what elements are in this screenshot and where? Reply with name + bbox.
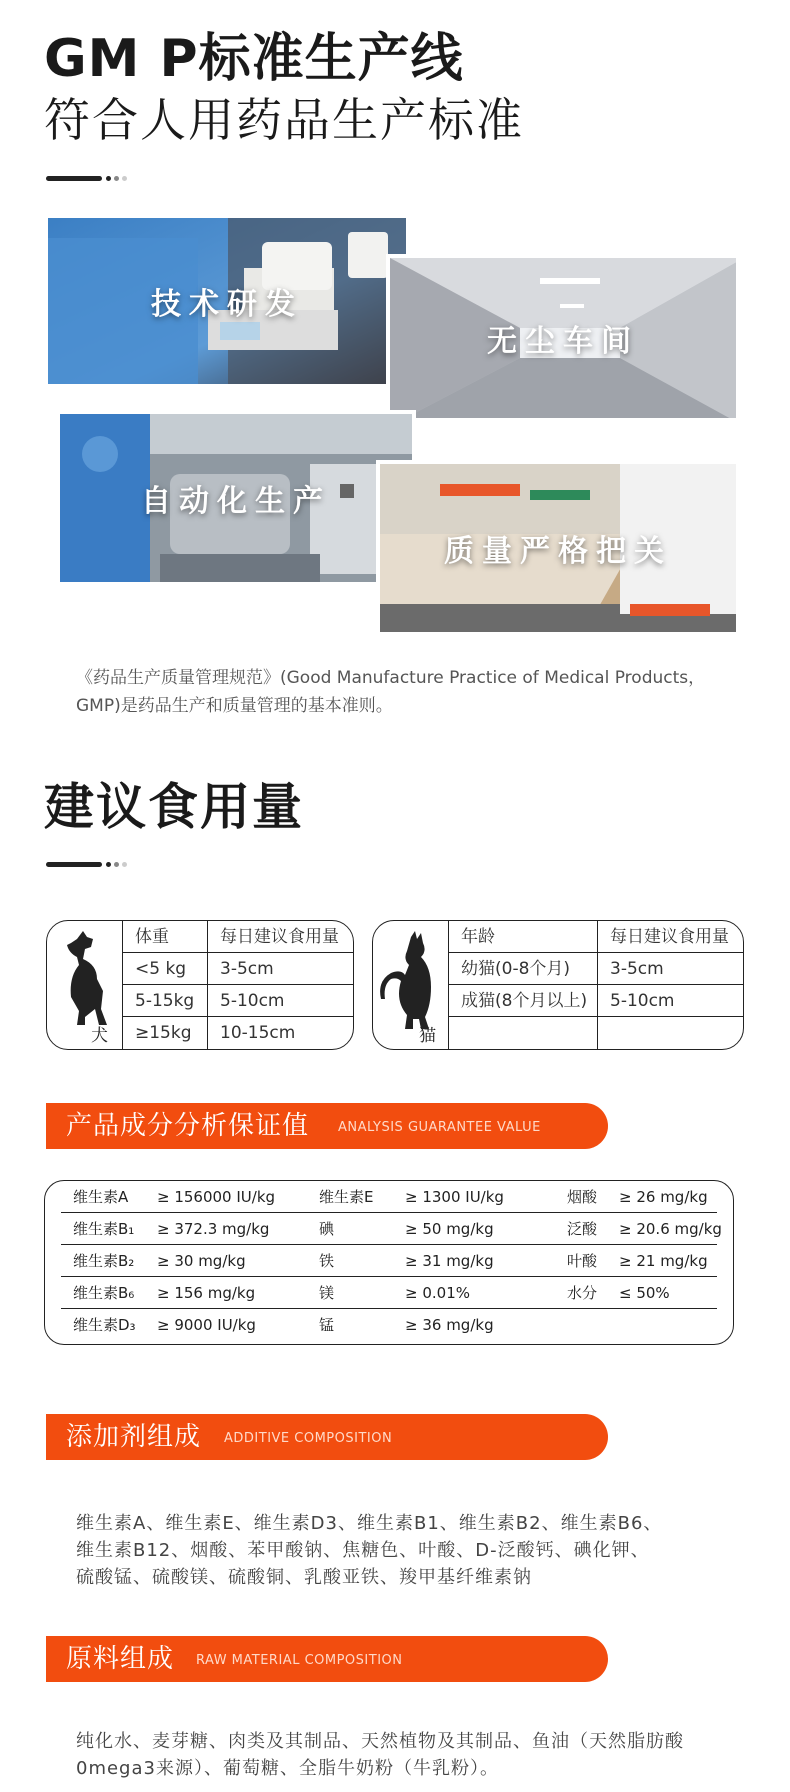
nutrient-name: 锰: [319, 1316, 335, 1334]
nutrient-value: ≥ 36 mg/kg: [405, 1316, 494, 1334]
nutrient-value: ≥ 9000 IU/kg: [157, 1316, 256, 1334]
cat-icon: [373, 921, 449, 1050]
nutrient-name: 维生素E: [319, 1188, 374, 1206]
analysis-subtitle: ANALYSIS GUARANTEE VALUE: [338, 1120, 541, 1135]
weight-cell: <5 kg: [135, 959, 187, 979]
dog-cell: [47, 921, 123, 1049]
nutrient-value: ≥ 21 mg/kg: [619, 1252, 708, 1270]
table-row: [61, 1213, 722, 1245]
nutrient-value: ≥ 30 mg/kg: [157, 1252, 246, 1270]
nutrient-name: 碘: [319, 1220, 335, 1238]
nutrient-name: 铁: [319, 1252, 335, 1270]
nutrient-value: ≥ 20.6 mg/kg: [619, 1220, 722, 1238]
cat-dosage-table: [372, 920, 744, 1050]
table-row: [61, 1309, 717, 1341]
analysis-title: 产品成分分析保证值: [66, 1111, 310, 1141]
raw-text: [76, 1728, 716, 1782]
raw-line: 0mega3来源）、葡萄糖、全脂牛奶粉（牛乳粉）。: [76, 1758, 499, 1779]
amount-cell: 5-10cm: [597, 985, 675, 1017]
nutrient-value: ≥ 0.01%: [405, 1284, 470, 1302]
age-cell: 幼猫(0-8个月): [461, 959, 571, 979]
dosage-title: 建议食用量: [44, 778, 304, 836]
nutrient-value: ≥ 26 mg/kg: [619, 1188, 708, 1206]
table-row: [449, 953, 743, 985]
nutrient-value: ≥ 156000 IU/kg: [157, 1188, 276, 1206]
gmp-description: 《药品生产质量管理规范》(Good Manufacture Practice of Medical Products，GMP)是药品生产和质量管理的基本准则。: [76, 668, 706, 716]
raw-subtitle: RAW MATERIAL COMPOSITION: [196, 1653, 403, 1668]
analysis-banner: [46, 1103, 608, 1149]
dog-icon: [47, 921, 123, 1050]
header-amount: 每日建议食用量: [207, 921, 339, 953]
nutrient-name: 水分: [567, 1284, 598, 1302]
dog-grid: [123, 921, 353, 1049]
nutrient-name: 维生素B₁: [73, 1220, 135, 1238]
header-weight: 体重: [135, 927, 169, 947]
nutrient-value: ≥ 372.3 mg/kg: [157, 1220, 270, 1238]
raw-title: 原料组成: [66, 1644, 175, 1674]
cat-grid: [449, 921, 743, 1049]
cat-cell: [373, 921, 449, 1049]
header-age: 年龄: [461, 927, 495, 947]
additive-line: 维生素A、维生素E、维生素D3、维生素B1、维生素B2、维生素B6、: [76, 1513, 663, 1534]
nutrient-value: ≥ 156 mg/kg: [157, 1284, 256, 1302]
additive-banner: [46, 1414, 608, 1460]
weight-cell: 5-15kg: [135, 991, 195, 1011]
amount-cell: 10-15cm: [207, 1017, 295, 1050]
cat-label: 猫: [419, 1026, 436, 1046]
gmp-title: GM P标准生产线: [44, 29, 464, 89]
table-row: [449, 1017, 743, 1050]
table-row: [123, 985, 353, 1017]
raw-line: 纯化水、麦芽糖、肉类及其制品、天然植物及其制品、鱼油（天然脂肪酸: [76, 1731, 684, 1752]
additive-line: 硫酸锰、硫酸镁、硫酸铜、乳酸亚铁、羧甲基纤维素钠: [76, 1567, 532, 1588]
nutrient-name: 维生素A: [73, 1188, 129, 1206]
table-row: [123, 921, 353, 953]
additive-title: 添加剂组成: [66, 1422, 202, 1452]
nutrient-name: 烟酸: [567, 1188, 598, 1206]
nutrient-name: 镁: [319, 1284, 335, 1302]
weight-cell: ≥15kg: [135, 1023, 192, 1043]
gmp-subtitle: 符合人用药品生产标准: [44, 93, 524, 147]
nutrient-value: ≥ 50 mg/kg: [405, 1220, 494, 1238]
photo-label-quality: 质量严格把关: [444, 534, 672, 569]
photo-label-cleanroom: 无尘车间: [487, 324, 639, 359]
photo-label-automation: 自动化生产: [141, 484, 331, 519]
amount-cell: 5-10cm: [207, 985, 285, 1017]
amount-cell: [597, 1017, 610, 1050]
table-row: [449, 921, 743, 953]
photo-rnd: [48, 218, 406, 384]
additive-text: [76, 1510, 716, 1591]
nutrient-name: 维生素B₂: [73, 1252, 135, 1270]
analysis-table: [44, 1180, 734, 1345]
photo-cleanroom: [386, 254, 740, 422]
nutrient-value: ≥ 31 mg/kg: [405, 1252, 494, 1270]
additive-subtitle: ADDITIVE COMPOSITION: [224, 1431, 393, 1446]
table-row: [61, 1245, 717, 1277]
title-divider: [46, 176, 136, 182]
raw-banner: [46, 1636, 608, 1682]
photo-quality: [376, 460, 740, 636]
table-row: [123, 953, 353, 985]
nutrient-name: 泛酸: [567, 1220, 598, 1238]
amount-cell: 3-5cm: [597, 953, 664, 985]
dog-label: 犬: [91, 1026, 108, 1046]
table-row: [61, 1277, 717, 1309]
nutrient-value: ≥ 1300 IU/kg: [405, 1188, 504, 1206]
amount-cell: 3-5cm: [207, 953, 274, 985]
nutrient-value: ≤ 50%: [619, 1284, 670, 1302]
photo-automation: [56, 410, 416, 586]
table-row: [61, 1181, 717, 1213]
dosage-divider: [46, 862, 136, 868]
photo-label-rnd: 技术研发: [151, 287, 303, 322]
header-amount: 每日建议食用量: [597, 921, 729, 953]
age-cell: [449, 1017, 597, 1050]
nutrient-name: 维生素D₃: [73, 1316, 136, 1334]
table-row: [449, 985, 743, 1017]
additive-line: 维生素B12、烟酸、苯甲酸钠、焦糖色、叶酸、D-泛酸钙、碘化钾、: [76, 1540, 650, 1561]
nutrient-name: 叶酸: [567, 1252, 598, 1270]
age-cell: 成猫(8个月以上): [461, 991, 588, 1011]
table-row: [123, 1017, 353, 1050]
dog-dosage-table: [46, 920, 354, 1050]
nutrient-name: 维生素B₆: [73, 1284, 135, 1302]
